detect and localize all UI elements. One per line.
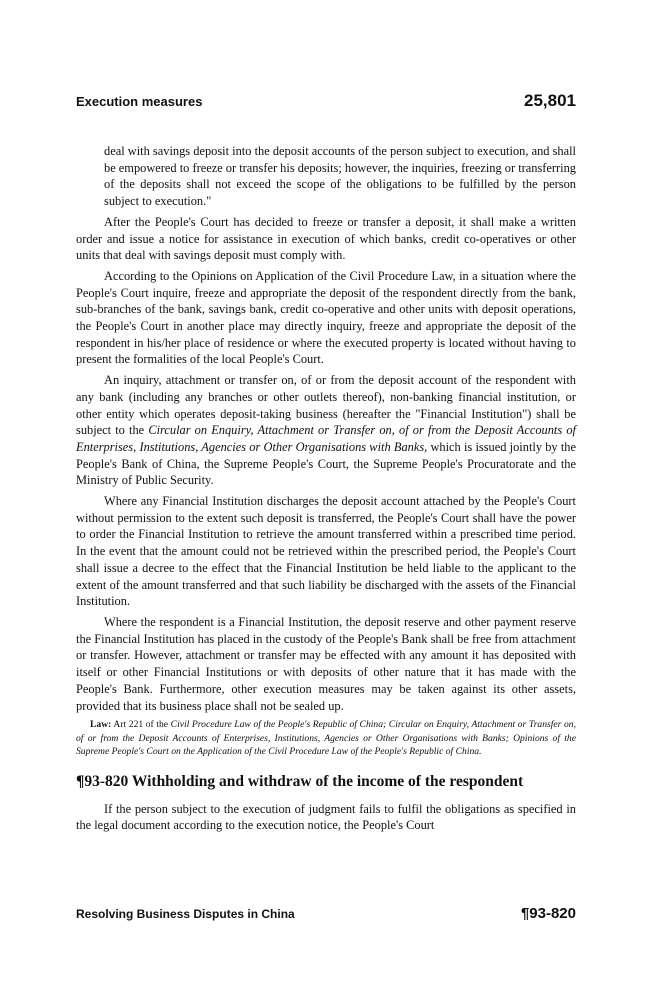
paragraph-circular-inquiry — [76, 372, 576, 489]
running-head-title: Execution measures — [76, 94, 203, 109]
paragraph-freeze-order: After the People's Court has decided to freeze or transfer a deposit, it shall make a written order and issue a notice for assistance in execution of which banks, credit co-operatives or other units that deal with savings deposit must comply with. — [76, 214, 576, 263]
law-reference — [76, 718, 576, 759]
paragraph-respondent-financial-institution: Where the respondent is a Financial Institution, the deposit reserve and other payment reserve the Financial Institution has placed in the custody of the People's Bank shall be free from attachment or transfer. However, attachment or transfer may be effected with any amount it has deposited with itself or other Financial Institutions or with deposits of other nature that it has made with the People's Bank. Furthermore, other execution measures may be taken against its other assets, provided that its business place shall not be sealed up. — [76, 614, 576, 713]
circular-text-before: An inquiry, attachment or transfer on, of or from the deposit account of the respondent with any bank (including any branches or other outlets thereof), non-banking financial institution, or other entity which operates deposit-taking business (hereafter the "Financial Institution") shall be subject to the — [76, 373, 576, 438]
page-footer — [76, 905, 576, 927]
section-heading: ¶93-820 Withholding and withdraw of the income of the respondent — [76, 772, 524, 790]
paragraph-financial-institution-discharge: Where any Financial Institution discharges the deposit account attached by the People's Court without permission to the extent such deposit is transferred, the People's Court shall have the power to order the Financial Institution to retrieve the amount transferred within a prescribed time period. In the event that the amount could not be retrieved within the prescribed period, the People's Court shall issue a decree to the effect that the Financial Institution be held liable to the applicant to the extent of the amount transferred and that such liability be discharged with the assets of the Financial Institution. — [76, 494, 576, 609]
page-number: 25,801 — [524, 91, 576, 110]
circular-text-after: which is issued jointly by the People's Bank of China, the Supreme People's Court, the Supreme People's Procuratorate and the Ministry of Public Security. — [76, 439, 576, 488]
circular-title: Circular on Enquiry, Attachment or Transfer on, of or from the Deposit Accounts of Enterprises, Institutions, Agencies or Other Organisations with Banks, — [76, 423, 576, 454]
law-label: Law: — [90, 719, 112, 731]
body-text — [76, 143, 576, 838]
paragraph-opinions-application: According to the Opinions on Application of the Civil Procedure Law, in a situation where the People's Court inquire, freeze and appropriate the deposit of the respondent directly from the bank, sub-branches of the bank, savings bank, credit co-operative and other units with deposit operations, the People's Court in another place may directly inquiry, freeze and appropriate the deposit of the respondent in his/her place of residence or where the executed property is located without having to present the formalities of the local People's Court. — [76, 268, 576, 367]
footer-paragraph-ref: ¶93-820 — [520, 905, 576, 922]
section-first-paragraph: If the person subject to the execution of judgment fails to fulfil the obligations as specified in the legal document according to the execution notice, the People's Court — [76, 801, 576, 833]
law-prefix: Art 221 of the — [111, 719, 171, 731]
page-header — [76, 91, 576, 115]
book-title: Resolving Business Disputes in China — [76, 907, 295, 921]
paragraph-quote-continuation: deal with savings deposit into the deposit accounts of the person subject to execution, and shall be empowered to freeze or transfer his deposits; however, the inquiries, freezing or transferring of the deposits shall not exceed the scope of the obligations to be fulfilled by the person subject to execution." — [104, 144, 576, 209]
law-sources: Civil Procedure Law of the People's Republic of China; Circular on Enquiry, Attachment or Transfer on, of or from the Deposit Accounts of Enterprises, Institutions, Agencies or Other Organisations with Banks; Opinions of the Supreme People's Court on the Application of the Civil Procedure Law of the People's Republic of China. — [76, 719, 576, 758]
